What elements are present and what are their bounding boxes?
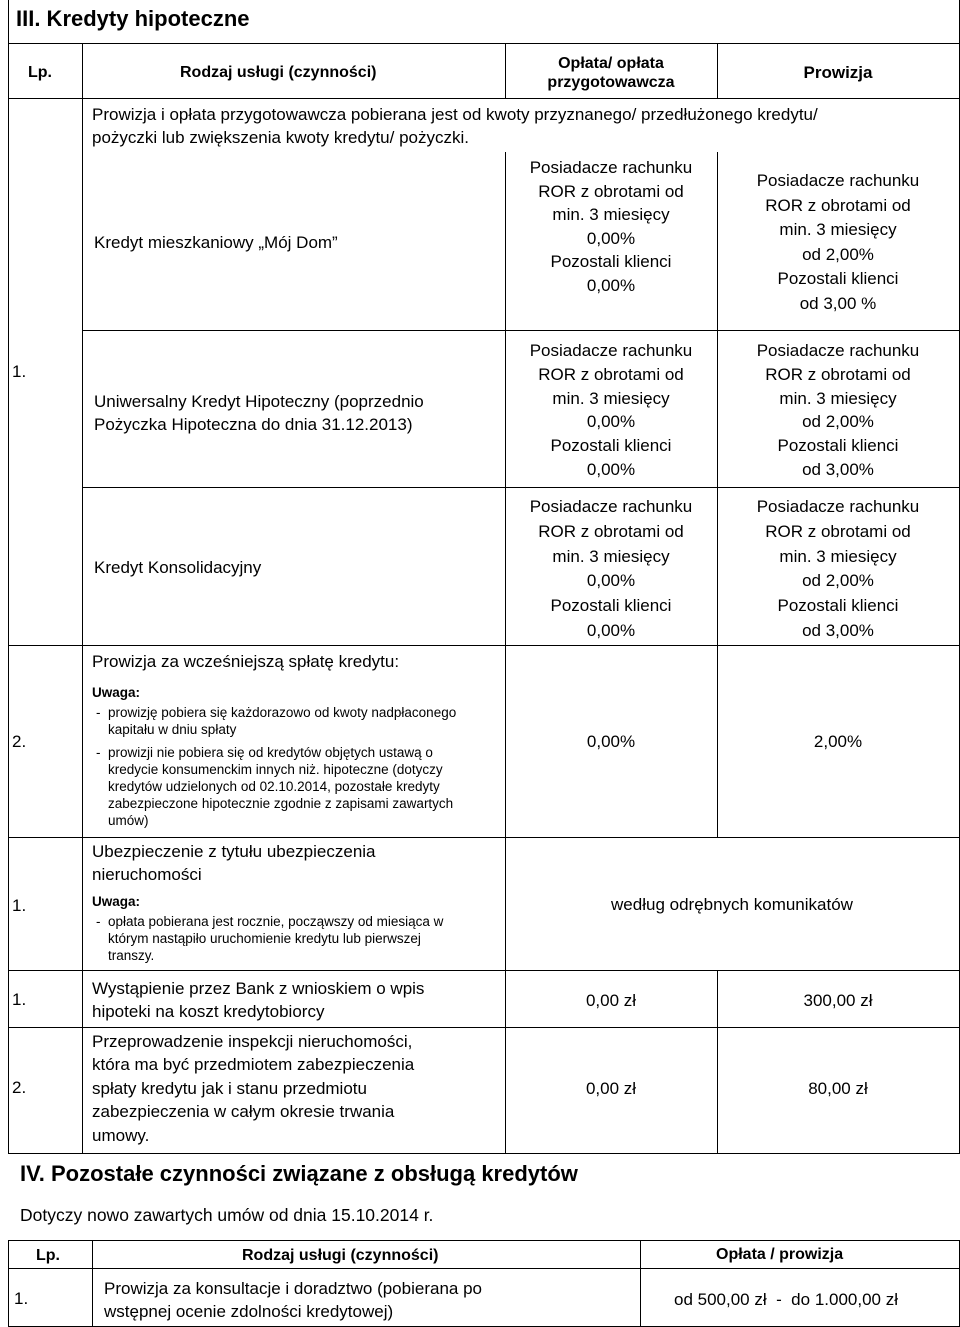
- section-4-subtitle: Dotyczy nowo zawartych umów od dnia 15.10.2014 r.: [20, 1205, 434, 1225]
- inspection-description: Przeprowadzenie inspekcji nieruchomości, która ma być przedmiotem zabezpieczenia spłaty kredytu jak i stanu przedmiotu zabezpieczenia w całym okresie trwania umowy.: [92, 1032, 415, 1145]
- table-4-header-service: Rodzaj usługi (czynności): [242, 1247, 439, 1264]
- table-4-border-left: [8, 1240, 9, 1327]
- mortgage-lp: 1.: [12, 990, 27, 1009]
- table-4-header-lp: Lp.: [36, 1247, 60, 1264]
- row2-bottom: [8, 837, 960, 838]
- credit-2-fee: Posiadacze rachunku ROR z obrotami od min. 3 miesięcy 0,00% Pozostali klienci 0,00%: [529, 341, 693, 479]
- table-border-left: [8, 44, 9, 1153]
- header-service: Rodzaj usługi (czynności): [180, 64, 377, 81]
- early-repayment-commission: 2,00%: [813, 732, 863, 751]
- insurance-title: Ubezpieczenie z tytułu ubezpieczenia nieruchomości: [92, 842, 376, 884]
- table-3-bottom: [8, 1153, 960, 1154]
- header-fee: Opłata/ opłata przygotowawcza: [547, 55, 675, 91]
- credit-block-bottom: [8, 645, 960, 646]
- table-4-top: [8, 1240, 960, 1241]
- credit-name-uniwersalny: Uniwersalny Kredyt Hipoteczny (poprzednio Pożyczka Hipoteczna do dnia 31.12.2013): [94, 392, 424, 434]
- early-repayment-fee: 0,00%: [586, 732, 636, 751]
- insurance-value: według odrębnych komunikatów: [611, 895, 853, 914]
- credit-name-konsolidacyjny: Kredyt Konsolidacyjny: [94, 558, 262, 577]
- mortgage-fee: 0,00 zł: [585, 991, 637, 1010]
- insurance-lp: 1.: [12, 896, 27, 915]
- header-lp: Lp.: [28, 64, 52, 81]
- mortgage-description: Wystąpienie przez Bank z wnioskiem o wpis hipoteki na koszt kredytobiorcy: [92, 979, 425, 1021]
- note-item: - prowizji nie pobiera się od kredytów objętych ustawą o kredycie konsumenckim innych niż. hipoteczne (dotyczy kredytów udzielonych od 02.10.2014, pozostałe kredyty zabezpieczone hipotecznie zgodnie z zapisami zawartych umów): [92, 744, 502, 829]
- table-4-header-fee: Opłata / prowizja: [716, 1246, 844, 1263]
- credit-2-commission: Posiadacze rachunku ROR z obrotami od min. 3 miesięcy od 2,00% Pozostali klienci od 3,00%: [756, 341, 920, 479]
- intro-line-1: Prowizja i opłata przygotowawcza pobierana jest od kwoty przyznanego/ przedłużonego kredytu/: [92, 105, 818, 124]
- section-4-title: IV. Pozostałe czynności związane z obsługą kredytów: [20, 1161, 578, 1186]
- credit-1-commission: Posiadacze rachunku ROR z obrotami od min. 3 miesięcy od 2,00% Pozostali klienci od 3,00 %: [756, 171, 920, 313]
- insurance-bottom: [8, 970, 960, 971]
- table-4-lp-divider: [92, 1240, 93, 1327]
- table-4-row-lp: 1.: [14, 1289, 29, 1308]
- insurance-note: [92, 893, 502, 970]
- intro-line-2: pożyczki lub zwiększenia kwoty kredytu/ pożyczki.: [92, 128, 469, 147]
- note-label: Uwaga:: [92, 894, 141, 909]
- header-commission: Prowizja: [803, 63, 873, 82]
- mortgage-row-bottom: [8, 1027, 960, 1028]
- note-label: Uwaga:: [92, 685, 141, 700]
- credit-3-fee: Posiadacze rachunku ROR z obrotami od min. 3 miesięcy 0,00% Pozostali klienci 0,00%: [529, 497, 693, 640]
- inspection-lp: 2.: [12, 1078, 27, 1097]
- header-bottom-line: [8, 98, 960, 99]
- inspection-commission: 80,00 zł: [808, 1079, 868, 1098]
- credit-1-fee: Posiadacze rachunku ROR z obrotami od min. 3 miesięcy 0,00% Pozostali klienci 0,00%: [529, 158, 693, 295]
- early-repayment-note: [92, 684, 502, 835]
- note-item: - opłata pobierana jest rocznie, począwszy od miesiąca w którym nastąpiło uruchomienie kredytu lub pierwszej transzy.: [92, 913, 502, 964]
- row-1-lp: 1.: [12, 362, 27, 381]
- table-4-header-bottom: [8, 1268, 960, 1269]
- credit-row-2-bottom: [82, 487, 960, 488]
- credit-3-commission: Posiadacze rachunku ROR z obrotami od min. 3 miesięcy od 2,00% Pozostali klienci od 3,00%: [756, 497, 920, 640]
- inspection-fee: 0,00 zł: [585, 1079, 637, 1098]
- credit-name-moj-dom: Kredyt mieszkaniowy „Mój Dom”: [94, 233, 338, 252]
- consulting-fee: od 500,00 zł - do 1.000,00 zł: [674, 1290, 898, 1309]
- credit-row-1-bottom: [82, 330, 960, 331]
- section-3-title: III. Kredyty hipoteczne: [16, 6, 250, 31]
- mortgage-commission: 300,00 zł: [803, 991, 873, 1010]
- consulting-description: Prowizja za konsultacje i doradztwo (pobierana po wstępnej ocenie zdolności kredytowej): [104, 1279, 482, 1321]
- early-repayment-title: Prowizja za wcześniejszą spłatę kredytu:: [92, 652, 400, 671]
- note-item: - prowizję pobiera się każdorazowo od kwoty nadpłaconego kapitału w dniu spłaty: [92, 704, 502, 738]
- table-4-fee-divider: [640, 1240, 641, 1327]
- lp-column-divider: [82, 44, 83, 1153]
- row-2-lp: 2.: [12, 732, 27, 751]
